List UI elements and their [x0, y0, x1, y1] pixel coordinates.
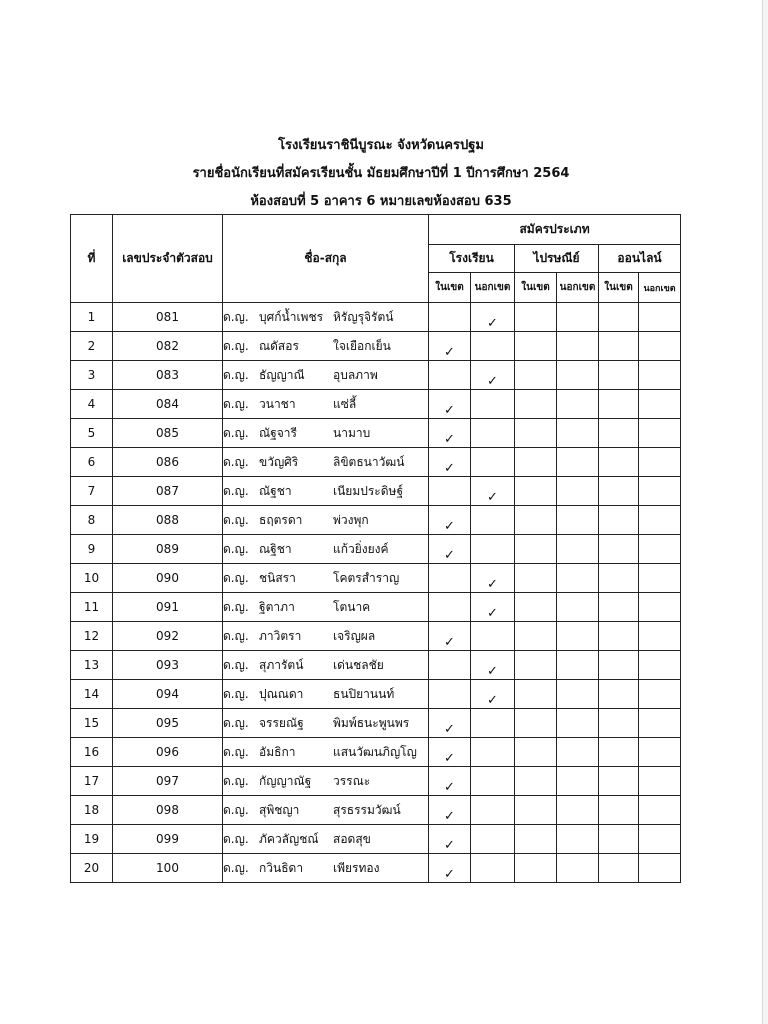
mark-cell-online-out [639, 419, 681, 448]
name-prefix: ด.ญ. [223, 744, 249, 759]
first-name: ณดัสอร [259, 338, 299, 353]
name-prefix: ด.ญ. [223, 715, 249, 730]
mark-cell-online-in [599, 535, 639, 564]
mark-cell-post-in [515, 622, 557, 651]
mark-cell-post-out [557, 332, 599, 361]
last-name: แซ่ลี้ [333, 396, 357, 411]
mark-cell-post-in [515, 796, 557, 825]
last-name: ใจเยือกเย็น [333, 338, 391, 353]
mark-cell-school-in [429, 651, 471, 680]
name-prefix: ด.ญ. [223, 338, 249, 353]
table-row [71, 709, 681, 738]
exam-id: 081 [113, 303, 223, 332]
student-name [223, 738, 429, 767]
student-name [223, 709, 429, 738]
mark-cell-post-in [515, 477, 557, 506]
name-prefix: ด.ญ. [223, 773, 249, 788]
row-number: 1 [71, 303, 113, 332]
student-name [223, 622, 429, 651]
mark-cell-post-out [557, 825, 599, 854]
mark-cell-post-in [515, 303, 557, 332]
mark-cell-online-out [639, 651, 681, 680]
mark-cell-post-in [515, 738, 557, 767]
header-online-in: ในเขต [599, 273, 639, 303]
mark-cell-post-out [557, 796, 599, 825]
table-header-row [71, 215, 681, 245]
first-name: กวินธิดา [259, 860, 304, 875]
mark-cell-school-in [429, 564, 471, 593]
check-mark-icon: ✓ [487, 316, 498, 331]
last-name: เจริญผล [333, 628, 376, 643]
last-name: พ่วงพุก [333, 512, 369, 527]
mark-cell-online-in [599, 506, 639, 535]
check-mark-icon: ✓ [444, 635, 455, 650]
row-number: 6 [71, 448, 113, 477]
mark-cell-post-out [557, 564, 599, 593]
table-row [71, 332, 681, 361]
student-name [223, 303, 429, 332]
row-number: 20 [71, 854, 113, 883]
check-mark-icon: ✓ [444, 809, 455, 824]
header-application-type: สมัครประเภท [429, 215, 681, 245]
exam-id: 093 [113, 651, 223, 680]
check-mark-icon: ✓ [444, 519, 455, 534]
check-mark-icon: ✓ [444, 867, 455, 882]
mark-cell-online-out [639, 796, 681, 825]
mark-cell-online-in [599, 651, 639, 680]
mark-cell-online-in [599, 303, 639, 332]
mark-cell-post-in [515, 825, 557, 854]
student-name [223, 854, 429, 883]
mark-cell-post-out [557, 738, 599, 767]
exam-id: 096 [113, 738, 223, 767]
table-row [71, 303, 681, 332]
last-name: โตนาค [333, 599, 371, 614]
student-name [223, 796, 429, 825]
check-mark-icon: ✓ [444, 403, 455, 418]
row-number: 4 [71, 390, 113, 419]
header-exam-id: เลขประจำตัวสอบ [113, 215, 223, 303]
row-number: 5 [71, 419, 113, 448]
mark-cell-online-out [639, 332, 681, 361]
table-row [71, 390, 681, 419]
check-mark-icon: ✓ [444, 432, 455, 447]
table-row [71, 419, 681, 448]
first-name: ปุณณดา [259, 686, 304, 701]
table-row [71, 477, 681, 506]
mark-cell-post-out [557, 361, 599, 390]
student-name [223, 535, 429, 564]
name-prefix: ด.ญ. [223, 367, 249, 382]
row-number: 15 [71, 709, 113, 738]
mark-cell-online-in [599, 448, 639, 477]
mark-cell-post-out [557, 709, 599, 738]
mark-cell-school-out [471, 651, 515, 680]
mark-cell-school-in [429, 593, 471, 622]
student-name [223, 390, 429, 419]
name-prefix: ด.ญ. [223, 425, 249, 440]
mark-cell-school-out [471, 303, 515, 332]
last-name: สอดสุข [333, 831, 371, 846]
exam-id: 085 [113, 419, 223, 448]
last-name: เนียมประดิษฐ์ [333, 483, 404, 498]
row-number: 9 [71, 535, 113, 564]
mark-cell-online-in [599, 390, 639, 419]
student-name [223, 419, 429, 448]
mark-cell-school-in [429, 709, 471, 738]
name-prefix: ด.ญ. [223, 396, 249, 411]
last-name: อุบลภาพ [333, 367, 378, 382]
last-name: ลิขิตธนาวัฒน์ [333, 454, 405, 469]
last-name: พิมพ์ธนะพูนพร [333, 715, 410, 730]
first-name: จรรยณัฐ [259, 715, 304, 730]
mark-cell-post-in [515, 419, 557, 448]
header-number: ที่ [71, 215, 113, 303]
last-name: สุรธรรมวัฒน์ [333, 802, 401, 817]
mark-cell-post-in [515, 535, 557, 564]
mark-cell-post-in [515, 361, 557, 390]
mark-cell-post-out [557, 680, 599, 709]
table-row [71, 767, 681, 796]
mark-cell-post-in [515, 680, 557, 709]
mark-cell-school-in [429, 738, 471, 767]
mark-cell-school-in [429, 419, 471, 448]
mark-cell-online-in [599, 709, 639, 738]
first-name: ณฐิชา [259, 541, 292, 556]
mark-cell-post-out [557, 854, 599, 883]
last-name: นามาบ [333, 425, 371, 440]
last-name: วรรณะ [333, 773, 371, 788]
exam-id: 091 [113, 593, 223, 622]
mark-cell-online-out [639, 709, 681, 738]
student-name [223, 448, 429, 477]
table-row [71, 622, 681, 651]
mark-cell-online-in [599, 332, 639, 361]
last-name: เด่นชลชัย [333, 657, 384, 672]
table-row [71, 825, 681, 854]
check-mark-icon: ✓ [444, 461, 455, 476]
last-name: แก้วยิ่งยงค์ [333, 541, 389, 556]
check-mark-icon: ✓ [444, 345, 455, 360]
mark-cell-post-in [515, 448, 557, 477]
first-name: ภัควลัญชณ์ [259, 831, 319, 846]
exam-id: 098 [113, 796, 223, 825]
first-name: วนาชา [259, 396, 296, 411]
mark-cell-post-in [515, 854, 557, 883]
name-prefix: ด.ญ. [223, 454, 249, 469]
student-name [223, 361, 429, 390]
first-name: ฐิตาภา [259, 599, 295, 614]
student-name [223, 680, 429, 709]
name-prefix: ด.ญ. [223, 860, 249, 875]
table-row [71, 535, 681, 564]
mark-cell-school-in [429, 390, 471, 419]
mark-cell-online-out [639, 825, 681, 854]
mark-cell-school-in [429, 361, 471, 390]
document-subtitle: รายชื่อนักเรียนที่สมัครเรียนชั้น มัธยมศึกษาปีที่ 1 ปีการศึกษา 2564 [192, 166, 570, 181]
mark-cell-online-in [599, 680, 639, 709]
mark-cell-online-in [599, 738, 639, 767]
table-row [71, 361, 681, 390]
name-prefix: ด.ญ. [223, 831, 249, 846]
first-name: สุพิชญา [259, 802, 300, 817]
header-post-in: ในเขต [515, 273, 557, 303]
mark-cell-school-out [471, 738, 515, 767]
mark-cell-school-in [429, 767, 471, 796]
mark-cell-post-out [557, 477, 599, 506]
check-mark-icon: ✓ [487, 693, 498, 708]
mark-cell-online-out [639, 854, 681, 883]
mark-cell-school-out [471, 680, 515, 709]
table-row [71, 448, 681, 477]
name-prefix: ด.ญ. [223, 599, 249, 614]
mark-cell-online-out [639, 680, 681, 709]
name-prefix: ด.ญ. [223, 657, 249, 672]
mark-cell-school-in [429, 680, 471, 709]
name-prefix: ด.ญ. [223, 541, 249, 556]
first-name: บุศก์น้ำเพชร [259, 309, 324, 324]
mark-cell-post-out [557, 448, 599, 477]
mark-cell-school-out [471, 477, 515, 506]
first-name: ธัญญาณี [259, 367, 305, 382]
last-name: โคตรสำราญ [333, 570, 400, 585]
header-post-out: นอกเขต [557, 273, 599, 303]
mark-cell-online-out [639, 738, 681, 767]
exam-id: 100 [113, 854, 223, 883]
mark-cell-online-out [639, 767, 681, 796]
check-mark-icon: ✓ [487, 577, 498, 592]
row-number: 13 [71, 651, 113, 680]
exam-id: 089 [113, 535, 223, 564]
mark-cell-school-out [471, 709, 515, 738]
mark-cell-school-out [471, 593, 515, 622]
check-mark-icon: ✓ [487, 664, 498, 679]
student-name [223, 332, 429, 361]
student-name [223, 825, 429, 854]
first-name: สุภารัตน์ [259, 657, 304, 672]
student-name [223, 477, 429, 506]
exam-id: 095 [113, 709, 223, 738]
mark-cell-post-out [557, 593, 599, 622]
mark-cell-post-out [557, 419, 599, 448]
exam-id: 092 [113, 622, 223, 651]
first-name: ณัฐจารี [259, 425, 297, 440]
mark-cell-school-in [429, 506, 471, 535]
mark-cell-online-in [599, 419, 639, 448]
header-group-post: ไปรษณีย์ [515, 245, 599, 273]
mark-cell-online-in [599, 477, 639, 506]
student-roster-table [70, 214, 681, 883]
mark-cell-online-out [639, 593, 681, 622]
row-number: 10 [71, 564, 113, 593]
mark-cell-school-in [429, 535, 471, 564]
header-full-name: ชื่อ-สกุล [223, 215, 429, 303]
table-row [71, 680, 681, 709]
mark-cell-school-in [429, 854, 471, 883]
last-name: ธนปิยานนท์ [333, 686, 395, 701]
mark-cell-online-in [599, 796, 639, 825]
mark-cell-post-out [557, 390, 599, 419]
mark-cell-school-in [429, 825, 471, 854]
row-number: 17 [71, 767, 113, 796]
mark-cell-online-out [639, 564, 681, 593]
exam-id: 097 [113, 767, 223, 796]
mark-cell-post-out [557, 535, 599, 564]
exam-id: 088 [113, 506, 223, 535]
name-prefix: ด.ญ. [223, 686, 249, 701]
name-prefix: ด.ญ. [223, 570, 249, 585]
mark-cell-post-out [557, 303, 599, 332]
table-row [71, 854, 681, 883]
mark-cell-post-in [515, 709, 557, 738]
last-name: หิรัญรุจิรัตน์ [333, 309, 394, 324]
check-mark-icon: ✓ [487, 490, 498, 505]
header-group-online: ออนไลน์ [599, 245, 681, 273]
row-number: 16 [71, 738, 113, 767]
table-row [71, 651, 681, 680]
mark-cell-school-out [471, 332, 515, 361]
mark-cell-online-out [639, 622, 681, 651]
mark-cell-school-out [471, 535, 515, 564]
mark-cell-post-out [557, 506, 599, 535]
mark-cell-online-in [599, 361, 639, 390]
row-number: 2 [71, 332, 113, 361]
mark-cell-post-out [557, 622, 599, 651]
row-number: 11 [71, 593, 113, 622]
exam-id: 082 [113, 332, 223, 361]
mark-cell-post-in [515, 593, 557, 622]
header-online-out: นอกเขต [639, 273, 681, 303]
row-number: 18 [71, 796, 113, 825]
first-name: อัมธิกา [259, 744, 296, 759]
mark-cell-online-out [639, 477, 681, 506]
mark-cell-post-in [515, 564, 557, 593]
mark-cell-online-out [639, 448, 681, 477]
row-number: 19 [71, 825, 113, 854]
last-name: แสนวัฒนภิญโญ [333, 744, 417, 759]
name-prefix: ด.ญ. [223, 512, 249, 527]
row-number: 8 [71, 506, 113, 535]
first-name: ธฤตรดา [259, 512, 303, 527]
table-row [71, 796, 681, 825]
mark-cell-post-in [515, 332, 557, 361]
header-group-school: โรงเรียน [429, 245, 515, 273]
check-mark-icon: ✓ [444, 838, 455, 853]
name-prefix: ด.ญ. [223, 483, 249, 498]
check-mark-icon: ✓ [444, 780, 455, 795]
mark-cell-post-out [557, 767, 599, 796]
name-prefix: ด.ญ. [223, 802, 249, 817]
mark-cell-school-out [471, 622, 515, 651]
mark-cell-school-out [471, 854, 515, 883]
row-number: 14 [71, 680, 113, 709]
mark-cell-online-out [639, 535, 681, 564]
mark-cell-online-out [639, 361, 681, 390]
mark-cell-online-out [639, 303, 681, 332]
row-number: 7 [71, 477, 113, 506]
mark-cell-online-in [599, 854, 639, 883]
mark-cell-online-out [639, 506, 681, 535]
mark-cell-school-out [471, 506, 515, 535]
check-mark-icon: ✓ [487, 606, 498, 621]
mark-cell-school-in [429, 796, 471, 825]
mark-cell-online-in [599, 825, 639, 854]
mark-cell-school-in [429, 622, 471, 651]
student-name [223, 593, 429, 622]
table-row [71, 738, 681, 767]
mark-cell-post-in [515, 506, 557, 535]
first-name: ชนิสรา [259, 570, 296, 585]
student-name [223, 767, 429, 796]
first-name: ขวัญศิริ [259, 454, 299, 469]
check-mark-icon: ✓ [487, 374, 498, 389]
table-row [71, 506, 681, 535]
mark-cell-school-in [429, 303, 471, 332]
mark-cell-school-out [471, 448, 515, 477]
table-row [71, 564, 681, 593]
mark-cell-post-out [557, 651, 599, 680]
student-name [223, 506, 429, 535]
first-name: ภาวิตรา [259, 628, 302, 643]
mark-cell-school-in [429, 477, 471, 506]
mark-cell-school-in [429, 448, 471, 477]
mark-cell-online-out [639, 390, 681, 419]
row-number: 12 [71, 622, 113, 651]
mark-cell-school-out [471, 825, 515, 854]
student-name [223, 564, 429, 593]
mark-cell-online-in [599, 622, 639, 651]
exam-id: 086 [113, 448, 223, 477]
name-prefix: ด.ญ. [223, 309, 249, 324]
header-school-in: ในเขต [429, 273, 471, 303]
mark-cell-post-in [515, 651, 557, 680]
student-name [223, 651, 429, 680]
exam-id: 087 [113, 477, 223, 506]
mark-cell-online-in [599, 767, 639, 796]
mark-cell-school-out [471, 767, 515, 796]
name-prefix: ด.ญ. [223, 628, 249, 643]
first-name: ณัฐชา [259, 483, 292, 498]
header-school-out: นอกเขต [471, 273, 515, 303]
mark-cell-post-in [515, 767, 557, 796]
table-body [71, 303, 681, 883]
last-name: เพียรทอง [333, 860, 380, 875]
mark-cell-school-out [471, 390, 515, 419]
mark-cell-school-in [429, 332, 471, 361]
check-mark-icon: ✓ [444, 548, 455, 563]
mark-cell-school-out [471, 564, 515, 593]
first-name: กัญญาณัฐ [259, 773, 312, 788]
exam-room-title: ห้องสอบที่ 5 อาคาร 6 หมายเลขห้องสอบ 635 [250, 194, 512, 209]
check-mark-icon: ✓ [444, 751, 455, 766]
table-row [71, 593, 681, 622]
school-title: โรงเรียนราชินีบูรณะ จังหวัดนครปฐม [278, 138, 484, 153]
check-mark-icon: ✓ [444, 722, 455, 737]
mark-cell-post-in [515, 390, 557, 419]
exam-id: 099 [113, 825, 223, 854]
exam-id: 083 [113, 361, 223, 390]
row-number: 3 [71, 361, 113, 390]
exam-id: 094 [113, 680, 223, 709]
exam-id: 090 [113, 564, 223, 593]
mark-cell-school-out [471, 796, 515, 825]
mark-cell-online-in [599, 564, 639, 593]
mark-cell-school-out [471, 361, 515, 390]
mark-cell-school-out [471, 419, 515, 448]
mark-cell-online-in [599, 593, 639, 622]
exam-id: 084 [113, 390, 223, 419]
